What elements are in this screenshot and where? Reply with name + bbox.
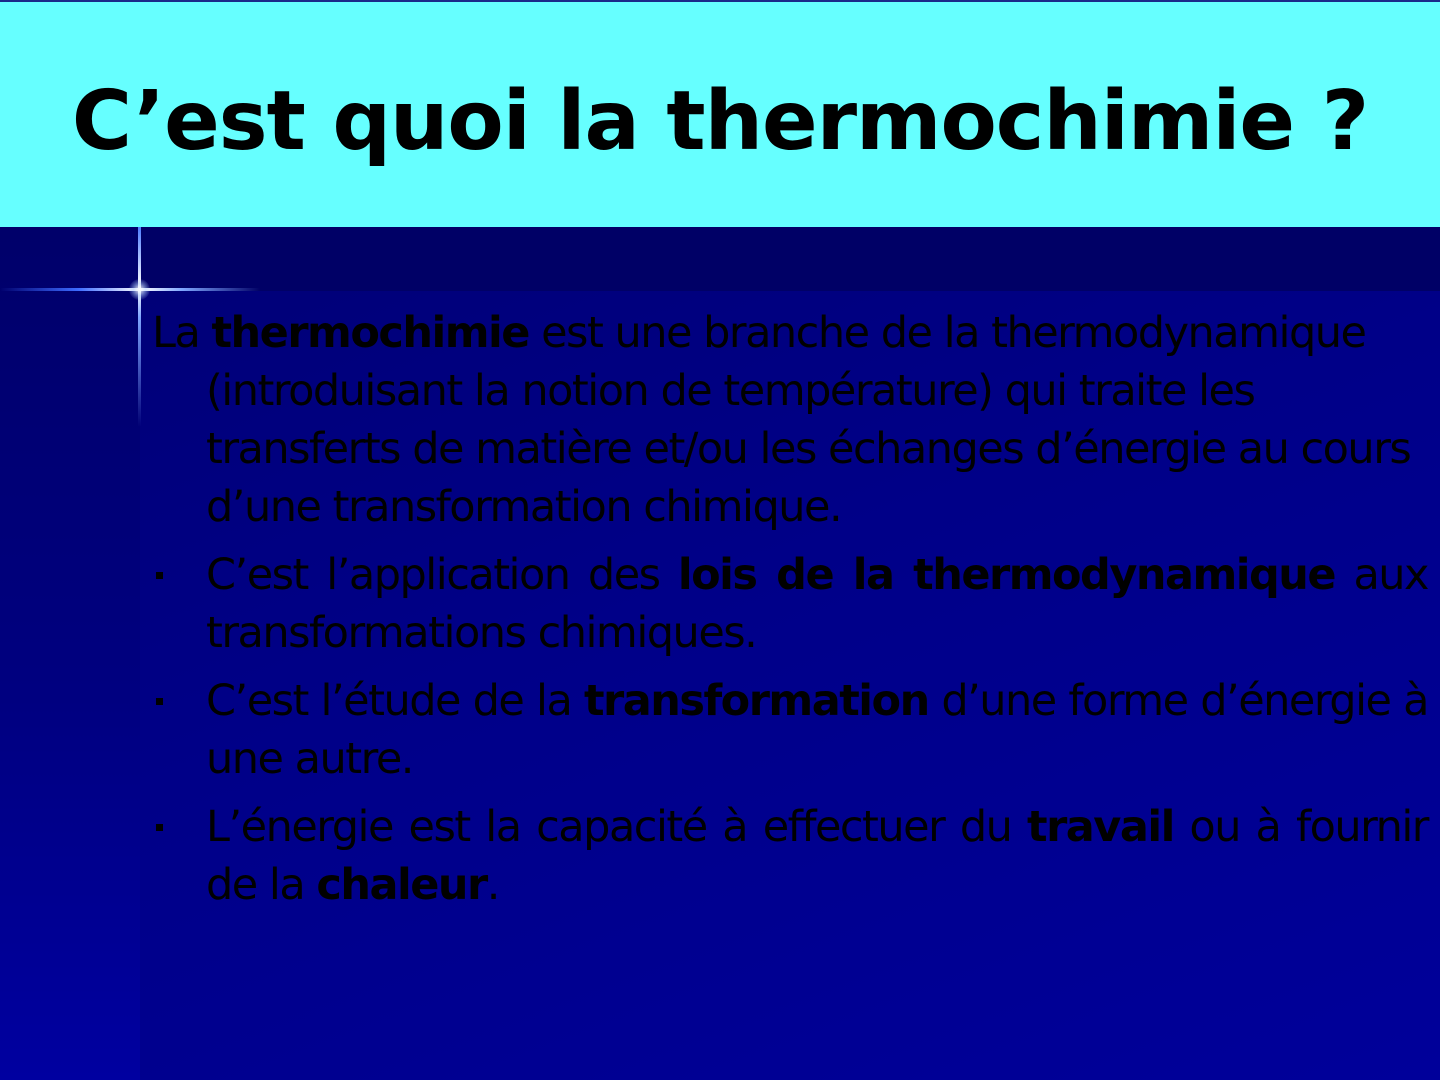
bullet-1-text-1: C’est l’application des	[206, 550, 678, 600]
bullet-1-bold-term: lois de la thermodynamique	[677, 550, 1336, 600]
intro-text-2: est une branche de la thermodynamique (introduisant la notion de température) qui traite les transferts de matière et/ou les échanges d’énergie au cours d’une transformation chimique.	[206, 308, 1411, 532]
bullet-3-bold-term-1: travail	[1027, 802, 1174, 852]
square-bullet-icon	[156, 572, 163, 579]
slide-body	[152, 304, 1428, 924]
intro-text-1: La	[152, 308, 212, 358]
bullet-3-bold-term-2: chaleur	[316, 860, 487, 910]
intro-paragraph	[152, 304, 1428, 536]
square-bullet-icon	[156, 824, 163, 831]
left-decor-strip	[0, 227, 140, 1080]
light-flare-icon	[129, 279, 150, 300]
title-bar	[0, 0, 1440, 227]
bullet-item-2	[152, 672, 1428, 788]
intro-bold-term: thermochimie	[211, 308, 529, 358]
slide-title: C’est quoi la thermochimie ?	[71, 74, 1369, 169]
bullet-1-text-2: aux transformations chimiques.	[206, 550, 1428, 658]
bullet-3-text-1: L’énergie est la capacité à effectuer du	[206, 802, 1028, 852]
bullet-2-bold-term: transformation	[583, 676, 929, 726]
bullet-item-3	[152, 798, 1428, 914]
square-bullet-icon	[156, 698, 163, 705]
light-flare-vertical	[138, 227, 141, 427]
bullet-item-1	[152, 546, 1428, 662]
bullet-2-text-2: d’une forme d’énergie à une autre.	[206, 676, 1428, 784]
bullet-2-text-1: C’est l’étude de la	[206, 676, 584, 726]
top-decor-strip	[140, 227, 1440, 291]
bullet-3-text-2: ou à fournir de la	[206, 802, 1428, 910]
bullet-3-text-3: .	[486, 860, 499, 910]
